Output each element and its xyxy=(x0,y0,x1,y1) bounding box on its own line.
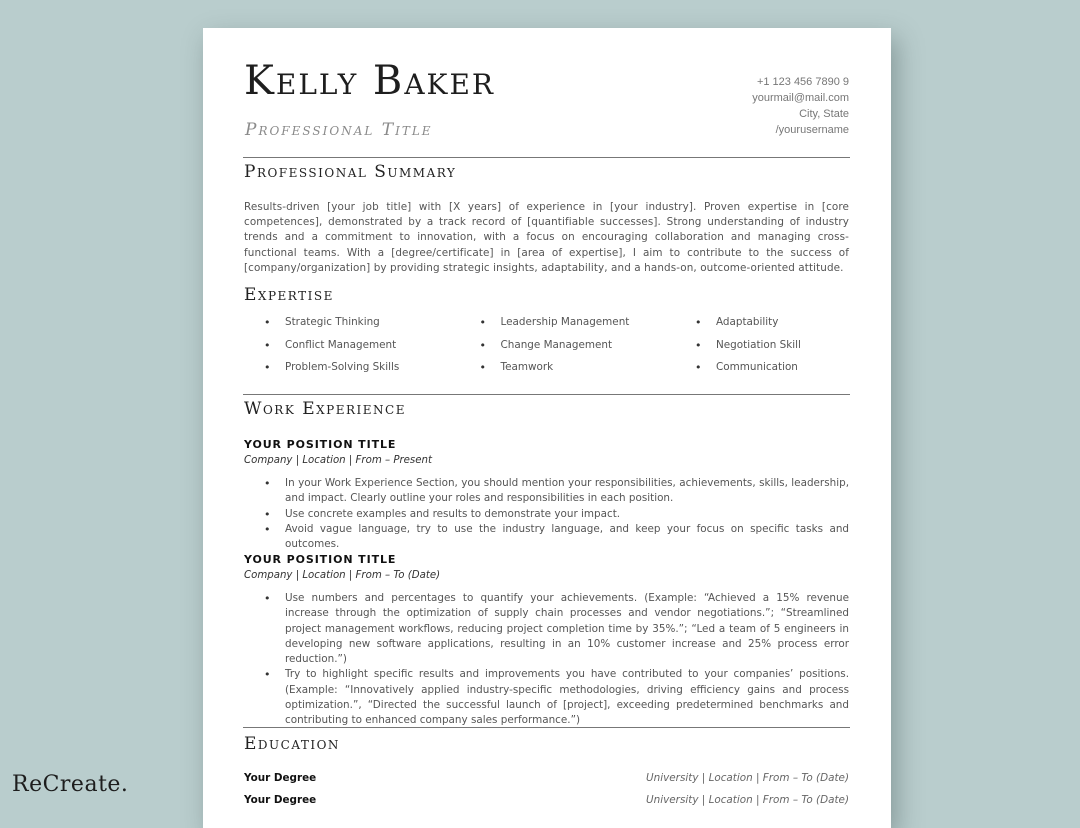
expertise-item: • Communication xyxy=(675,359,849,376)
job-bullet: • Avoid vague language, try to use the industry language, and keep your focus on specific tasks and outcomes. xyxy=(244,522,849,553)
expertise-heading: Expertise xyxy=(244,285,334,305)
job-bullet: • In your Work Experience Section, you should mention your responsibilities, achievements, skills, leadership, and impact. Clearly outline your roles and responsibilities in each position. xyxy=(244,476,849,507)
divider xyxy=(243,157,850,158)
education-row xyxy=(244,772,849,784)
professional-title: Professional Title xyxy=(245,120,433,140)
job-bullets xyxy=(244,476,849,552)
education-meta: University | Location | From – To (Date) xyxy=(646,772,849,784)
brand-logo: ReCreate. xyxy=(12,772,129,797)
education-row xyxy=(244,794,849,806)
education-degree: Your Degree xyxy=(244,794,317,806)
job-bullet: • Use concrete examples and results to demonstrate your impact. xyxy=(244,507,849,522)
summary-text: Results-driven [your job title] with [X years] of experience in [your industry]. Proven expertise in [core competences], demonstrated by a track record of [quantifiable successes]. Strong understanding of industry trends and a commitment to innovation, with a focus on encouraging collaboration and managing cross-functional teams. With a [degree/certificate] in [area of expertise], I aim to contribute to the success of [company/organization] by providing strategic insights, adaptability, and a hands-on, outcome-oriented attitude. xyxy=(244,201,849,274)
education-heading: Education xyxy=(244,734,340,754)
job-bullet: • Try to highlight specific results and improvements you have contributed to your companies’ positions. (Example: “Innovatively applied industry-specific methodologies, driving efficiency gains and process optimization.”, “Directed the successful launch of [project], exceeding predetermined benchmarks and contributing to enhanced company sales performance.”) xyxy=(244,667,849,728)
expertise-item: • Conflict Management xyxy=(244,337,460,354)
contact-email: yourmail@mail.com xyxy=(752,92,849,104)
contact-location: City, State xyxy=(799,108,849,120)
resume-page xyxy=(203,28,891,828)
expertise-item: • Change Management xyxy=(460,337,676,354)
expertise-item: • Leadership Management xyxy=(460,314,676,331)
expertise-item: • Problem-Solving Skills xyxy=(244,359,460,376)
divider xyxy=(243,727,850,728)
job-title: YOUR POSITION TITLE xyxy=(244,438,397,451)
expertise-item: • Negotiation Skill xyxy=(675,337,849,354)
job-title: YOUR POSITION TITLE xyxy=(244,553,397,566)
contact-phone: +1 123 456 7890 9 xyxy=(756,76,849,88)
job-bullet: • Use numbers and percentages to quantify your achievements. (Example: “Achieved a 15% revenue increase through the optimization of supply chain processes and vendor negotiations.”; “Streamlined project management workflows, reducing project completion time by 35%.”; “Led a team of 5 engineers in developing new software applications, resulting in an 10% customer increase and 25% process error reduction.”) xyxy=(244,591,849,667)
candidate-name: Kelly Baker xyxy=(244,58,495,104)
expertise-list xyxy=(244,314,849,376)
divider xyxy=(243,394,850,395)
job-meta: Company | Location | From – Present xyxy=(244,455,432,466)
summary-heading: Professional Summary xyxy=(244,162,457,182)
contact-block xyxy=(752,74,849,138)
expertise-item: • Teamwork xyxy=(460,359,676,376)
expertise-item: • Strategic Thinking xyxy=(244,314,460,331)
education-degree: Your Degree xyxy=(244,772,317,784)
job-bullets xyxy=(244,591,849,729)
work-heading: Work Experience xyxy=(244,399,406,419)
contact-profile: /yourusername xyxy=(775,124,849,136)
education-meta: University | Location | From – To (Date) xyxy=(646,794,849,806)
expertise-item: • Adaptability xyxy=(675,314,849,331)
job-meta: Company | Location | From – To (Date) xyxy=(244,570,441,581)
